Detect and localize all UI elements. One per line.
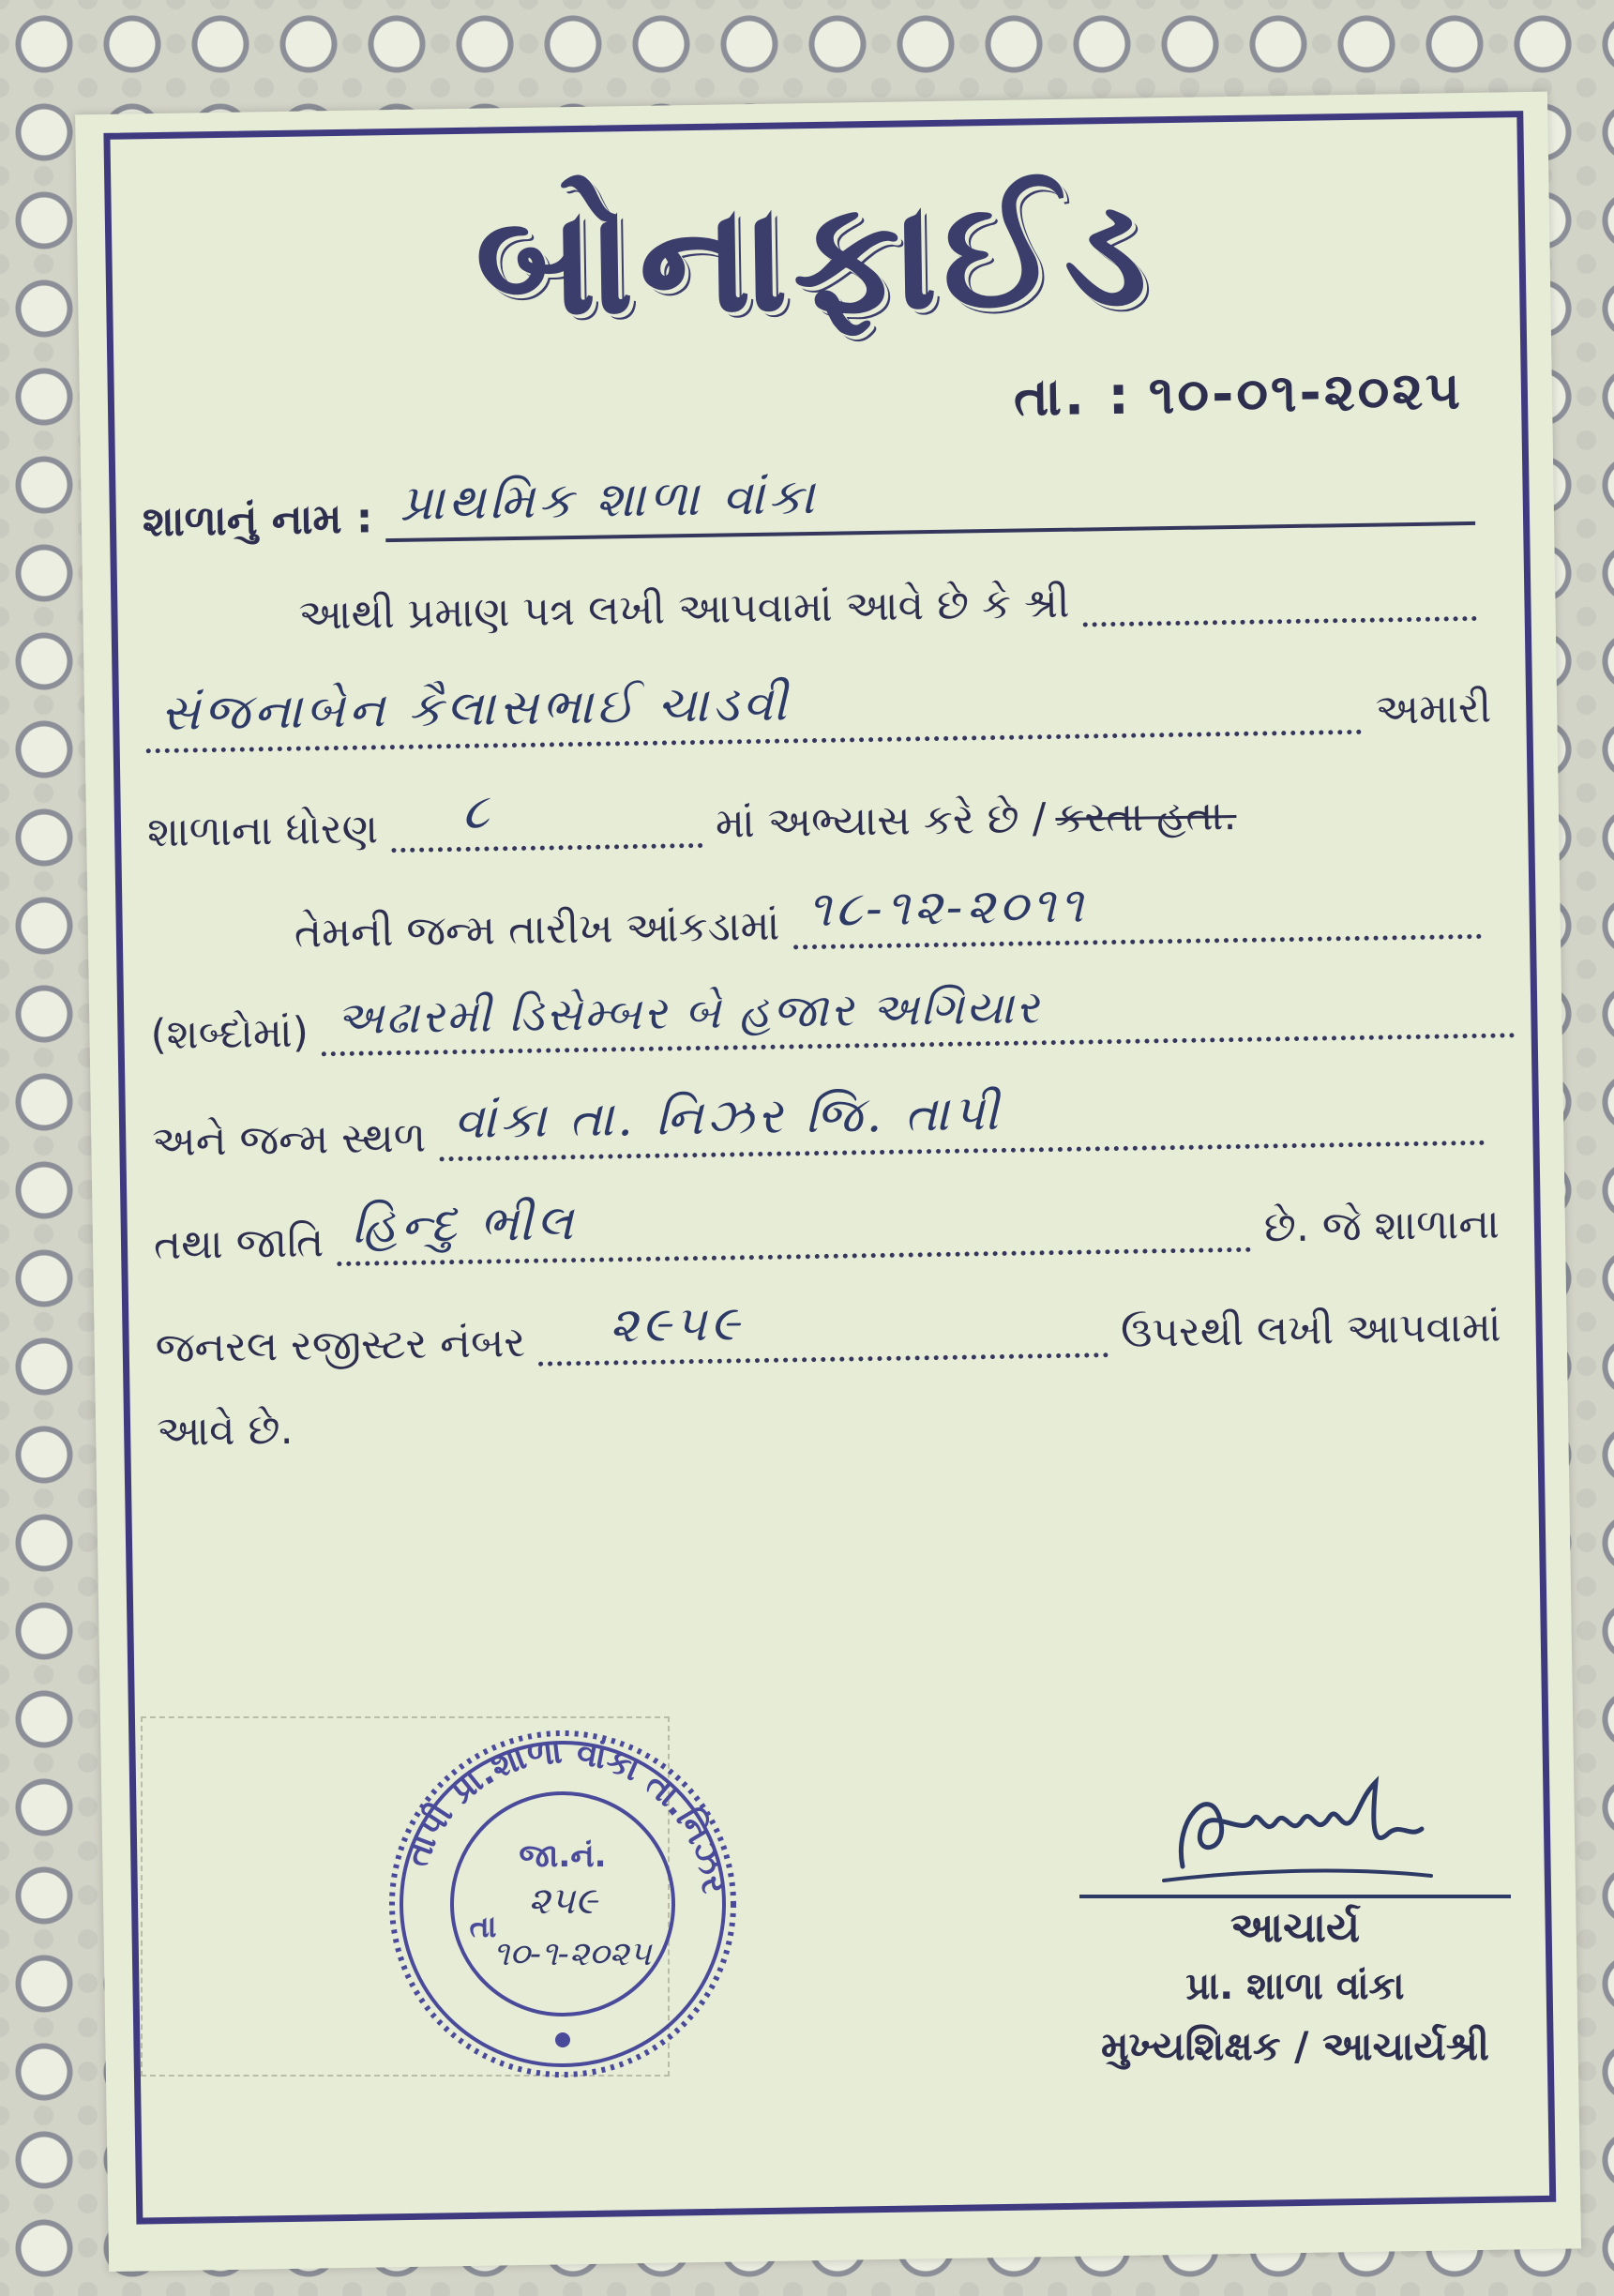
signature-block — [1070, 1763, 1520, 2070]
date-value: ૧૦-૦૧-૨૦૨૫ — [1148, 360, 1464, 427]
std-value: ૮ — [461, 783, 493, 840]
register-label: જનરલ રજીસ્ટર નંબર — [155, 1318, 526, 1373]
seal-jan-label: જા.નં. — [519, 1837, 607, 1875]
caste-suffix: છે. જે શાળાના — [1263, 1200, 1501, 1252]
birthplace-label: અને જન્મ સ્થળ — [151, 1113, 427, 1167]
dob-label: તેમની જન્મ તારીખ આંકડામાં — [294, 901, 780, 958]
closing-text: આવે છે. — [156, 1405, 294, 1457]
date-label: તા. : — [1013, 365, 1133, 429]
closing-row — [157, 1406, 294, 1456]
caste-field — [336, 1185, 1251, 1266]
std-field — [390, 780, 702, 853]
seal-ta-label: તા — [469, 1909, 497, 1944]
signature-title: આચાર્ય — [1230, 1904, 1360, 1952]
school-label: શાળાનું નામ : — [142, 494, 373, 547]
school-seal — [385, 1726, 741, 2082]
school-value: પ્રાથમિક શાળા વાંકા — [400, 468, 819, 532]
dob-digits: ૧૮-૧૨-૨૦૧૧ — [807, 877, 1088, 939]
seal-outer-text: તાપી પ્રા.શાળા વાંકા તા.નિઝર — [397, 1732, 733, 1896]
std-label: શાળાના ધોરણ — [146, 805, 379, 857]
seal-ta-value: ૧૦-૧-૨૦૨૫ — [492, 1935, 652, 1973]
signature-school: પ્રા. શાળા વાંકા — [1185, 1965, 1405, 2008]
birthplace-value: વાંકા તા. નિઝર જિ. તાપી — [453, 1084, 1003, 1151]
caste-label: તથા જાતિ — [153, 1218, 324, 1270]
student-suffix: અમારી — [1375, 684, 1492, 734]
register-field — [537, 1290, 1108, 1367]
signature-role: મુખ્યશિક્ષક / આચાર્યશ્રી — [1100, 2023, 1490, 2069]
signature-mark — [1154, 1763, 1436, 1895]
intro-dots — [1082, 562, 1477, 627]
std-suffix: માં અભ્યાસ કરે છે / — [715, 794, 1047, 848]
dob-digits-field — [792, 871, 1482, 950]
intro-text: આથી પ્રમાણ પત્ર લખી આપવામાં આવે છે કે શ્રી — [298, 579, 1070, 640]
date-row — [1013, 360, 1463, 430]
student-name: સંજનાબેન કૈલાસભાઈ ચાડવી — [159, 675, 792, 742]
dob-words-label: (શબ્દોમાં) — [150, 1008, 309, 1060]
dob-words: અઢારમી ડિસેમ્બર બે હજાર અગિયાર — [336, 981, 1042, 1046]
std-struck: કરતા હતા. — [1055, 791, 1237, 843]
register-suffix: ઉપરથી લખી આપવામાં — [1120, 1303, 1501, 1357]
certificate-title: બોનાફાઈડ — [474, 163, 1154, 350]
register-value: ૨૯૫૯ — [609, 1295, 744, 1354]
seal-dot — [555, 2032, 570, 2047]
seal-jan-value: ૨૫૯ — [528, 1880, 597, 1923]
caste-value: હિન્દુ ભીલ — [351, 1195, 578, 1255]
signature-line — [1079, 1895, 1511, 1898]
